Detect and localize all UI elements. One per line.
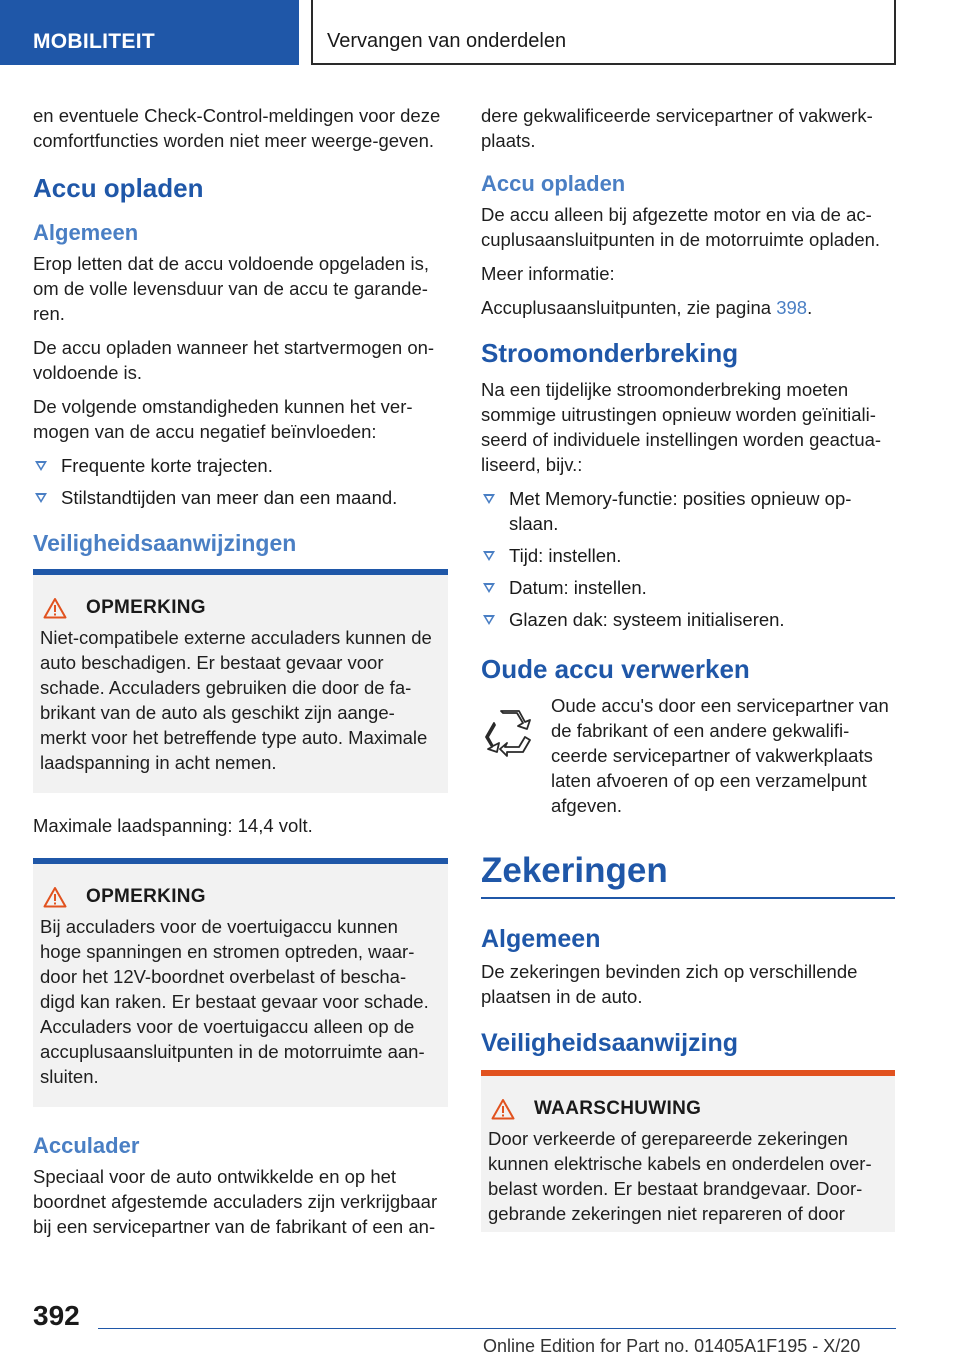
paragraph: Na een tijdelijke stroomonderbreking moeten sommige uitrustingen opnieuw worden geïnitiali-seerd of individuele instellingen worden geactua-liseerd, bijv.: [481,379,882,475]
left-column [33,103,448,1248]
chapter-header [311,0,896,65]
subheading-acculader: Acculader [33,1133,140,1158]
right-column [481,103,895,1252]
list-item: Stilstandtijden van meer dan een maand. [33,485,448,510]
notice-text: Niet-compatibele externe acculaders kunnen de auto beschadigen. Er bestaat gevaar voor schade. Acculaders gebruiken die door de fa-brikant van de auto als geschikt zijn aange-merkt voor het betreffende type auto. Maximale laadspanning in acht nemen. [40,627,432,773]
max-voltage-text: Maximale laadspanning: 14,4 volt. [33,815,313,836]
heading-veiligheidsaanwijzingen: Veiligheidsaanwijzingen [33,530,297,556]
triangle-bullet-icon [483,615,495,625]
paragraph: dere gekwalificeerde servicepartner of vakwerk-plaats. [481,105,873,151]
paragraph: De accu opladen wanneer het startvermogen on-voldoende is. [33,337,435,383]
chapter-title: Vervangen van onderdelen [327,30,567,52]
heading-veiligheidsaanwijzing: Veiligheidsaanwijzing [481,1029,739,1057]
section-tab [0,0,299,65]
list-item: Met Memory-functie: posities opnieuw op-slaan. [481,486,895,536]
list-item: Datum: instellen. [481,575,895,600]
page-link[interactable]: 398 [776,297,808,318]
triangle-bullet-icon [483,494,495,504]
notice-box [33,858,448,1107]
notice-box [33,569,448,793]
footer-rule [98,1328,896,1329]
notice-header [40,597,441,619]
notice-text: Bij acculaders voor de voertuigaccu kunnen hoge spanningen en stromen optreden, waar-door het 12V-boordnet overbelast of bescha-digd kan raken. Er bestaat gevaar voor schade. Acculaders voor de voertuigaccu alleen op de accuplusaansluitpunten in de motorruimte aan-sluiten. [40,916,429,1087]
heading-stroomonderbreking: Stroomonderbreking [481,338,739,368]
bullet-list [33,453,448,510]
paragraph: Erop letten dat de accu voldoende opgeladen is, om de volle levensduur van de accu te garande-ren. [33,253,429,324]
notice-header [40,886,441,908]
warning-triangle-icon [491,1098,515,1120]
section-label: MOBILITEIT [33,30,155,53]
paragraph: Speciaal voor de auto ontwikkelde en op het boordnet afgestemde acculaders zijn verkrijgbaar bij een servicepartner van de fabrikant of een an- [33,1166,438,1237]
heading-oude-accu: Oude accu verwerken [481,654,750,684]
triangle-bullet-icon [35,493,47,503]
paragraph: De accu alleen bij afgezette motor en via de ac-cuplusaansluitpunten in de motorruimte opladen. [481,204,881,250]
warning-triangle-icon [43,886,67,908]
chapter-heading-zekeringen: Zekeringen [481,851,895,899]
page-number: 392 [33,1300,80,1331]
subheading-accu-opladen: Accu opladen [481,171,626,196]
warning-text: Door verkeerde of gerepareerde zekeringen kunnen elektrische kabels en onderdelen over-belast worden. Er bestaat brandgevaar. Door-gebrande zekeringen niet repareren of door [488,1128,872,1224]
subheading-algemeen: Algemeen [33,220,139,245]
bullet-list [481,486,895,632]
paragraph-with-link: Accuplusaansluitpunten, zie pagina 398. [481,297,813,318]
paragraph: De volgende omstandigheden kunnen het ver-mogen van de accu negatief beïnvloeden: [33,396,413,442]
warning-label: WAARSCHUWING [534,1098,702,1119]
notice-label: OPMERKING [86,597,206,618]
paragraph: De zekeringen bevinden zich op verschillende plaatsen in de auto. [481,961,858,1007]
triangle-bullet-icon [483,551,495,561]
list-item: Glazen dak: systeem initialiseren. [481,607,895,632]
paragraph: Meer informatie: [481,263,615,284]
list-item: Frequente korte trajecten. [33,453,448,478]
triangle-bullet-icon [35,461,47,471]
recycle-icon [483,707,537,757]
warning-box [481,1070,895,1232]
notice-label: OPMERKING [86,886,206,907]
recycle-block [481,693,895,827]
intro-text: en eventuele Check-Control-meldingen voor deze comfortfuncties worden niet meer weerge-geven. [33,105,441,151]
footer-edition: Online Edition for Part no. 01405A1F195 - X/20 [483,1336,861,1356]
subheading-algemeen: Algemeen [481,925,601,953]
list-item: Tijd: instellen. [481,543,895,568]
recycle-text: Oude accu's door een servicepartner van de fabrikant of een andere gekwalifi-ceerde servicepartner of vakwerkplaats laten afvoeren of op een verzamelpunt afgeven. [551,695,889,816]
warning-triangle-icon [43,597,67,619]
triangle-bullet-icon [483,583,495,593]
heading-accu-opladen: Accu opladen [33,173,204,203]
warning-header [488,1098,888,1120]
